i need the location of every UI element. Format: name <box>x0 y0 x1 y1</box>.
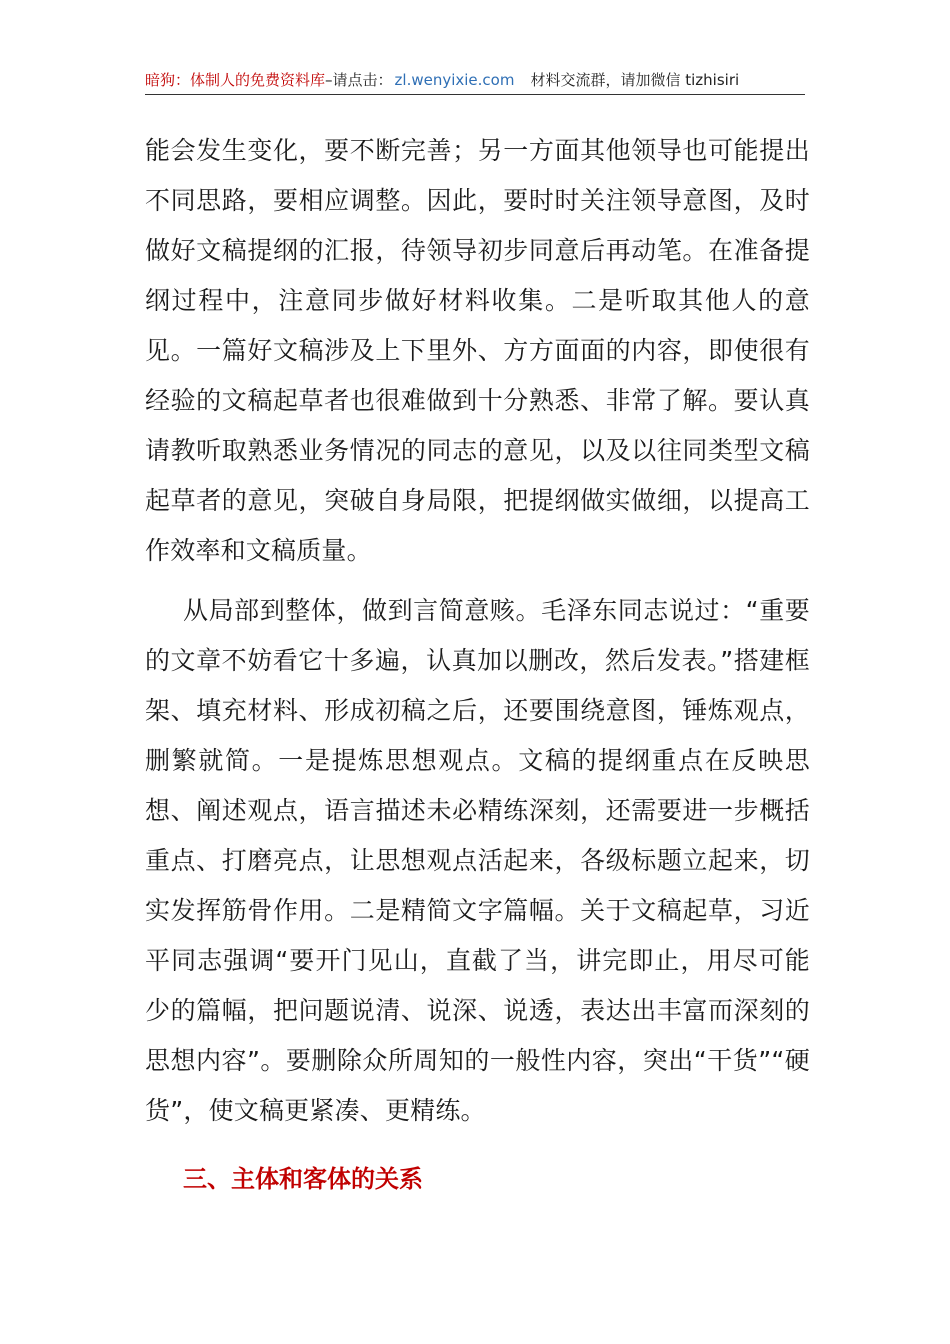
header-wechat-note: 材料交流群，请加微信 tizhisiri <box>530 71 740 89</box>
body-paragraph-1: 能会发生变化，要不断完善；另一方面其他领导也可能提出不同思路，要相应调整。因此，要时时关注领导意图，及时做好文稿提纲的汇报，待领导初步同意后再动笔。在准备提纲过程中，注意同步做好材料收集。二是听取其他人的意见。一篇好文稿涉及上下里外、方方面面的内容，即使很有经验的文稿起草者也很难做到十分熟悉、非常了解。要认真请教听取熟悉业务情况的同志的意见，以及以往同类型文稿起草者的意见，突破自身局限，把提纲做实做细，以提高工作效率和文稿质量。 <box>145 136 810 565</box>
header-brand-text: 暗狗：体制人的免费资料库 <box>145 71 326 89</box>
page-header <box>145 66 805 95</box>
document-body <box>145 126 810 1204</box>
header-link[interactable]: zl.wenyixie.com <box>394 71 515 89</box>
header-click-prompt: –请点击： <box>325 71 393 89</box>
section-heading: 三、主体和客体的关系 <box>183 1165 423 1193</box>
body-paragraph-2: 从局部到整体，做到言简意赅。毛泽东同志说过：“重要的文章不妨看它十多遍，认真加以删改，然后发表。”搭建框架、填充材料、形成初稿之后，还要围绕意图，锤炼观点，删繁就简。一是提炼思想观点。文稿的提纲重点在反映思想、阐述观点，语言描述未必精练深刻，还需要进一步概括重点、打磨亮点，让思想观点活起来，各级标题立起来，切实发挥筋骨作用。二是精简文字篇幅。关于文稿起草，习近平同志强调“要开门见山，直截了当，讲完即止，用尽可能少的篇幅，把问题说清、说深、说透，表达出丰富而深刻的思想内容”。要删除众所周知的一般性内容，突出“干货”“硬货”，使文稿更紧凑、更精练。 <box>145 596 810 1125</box>
